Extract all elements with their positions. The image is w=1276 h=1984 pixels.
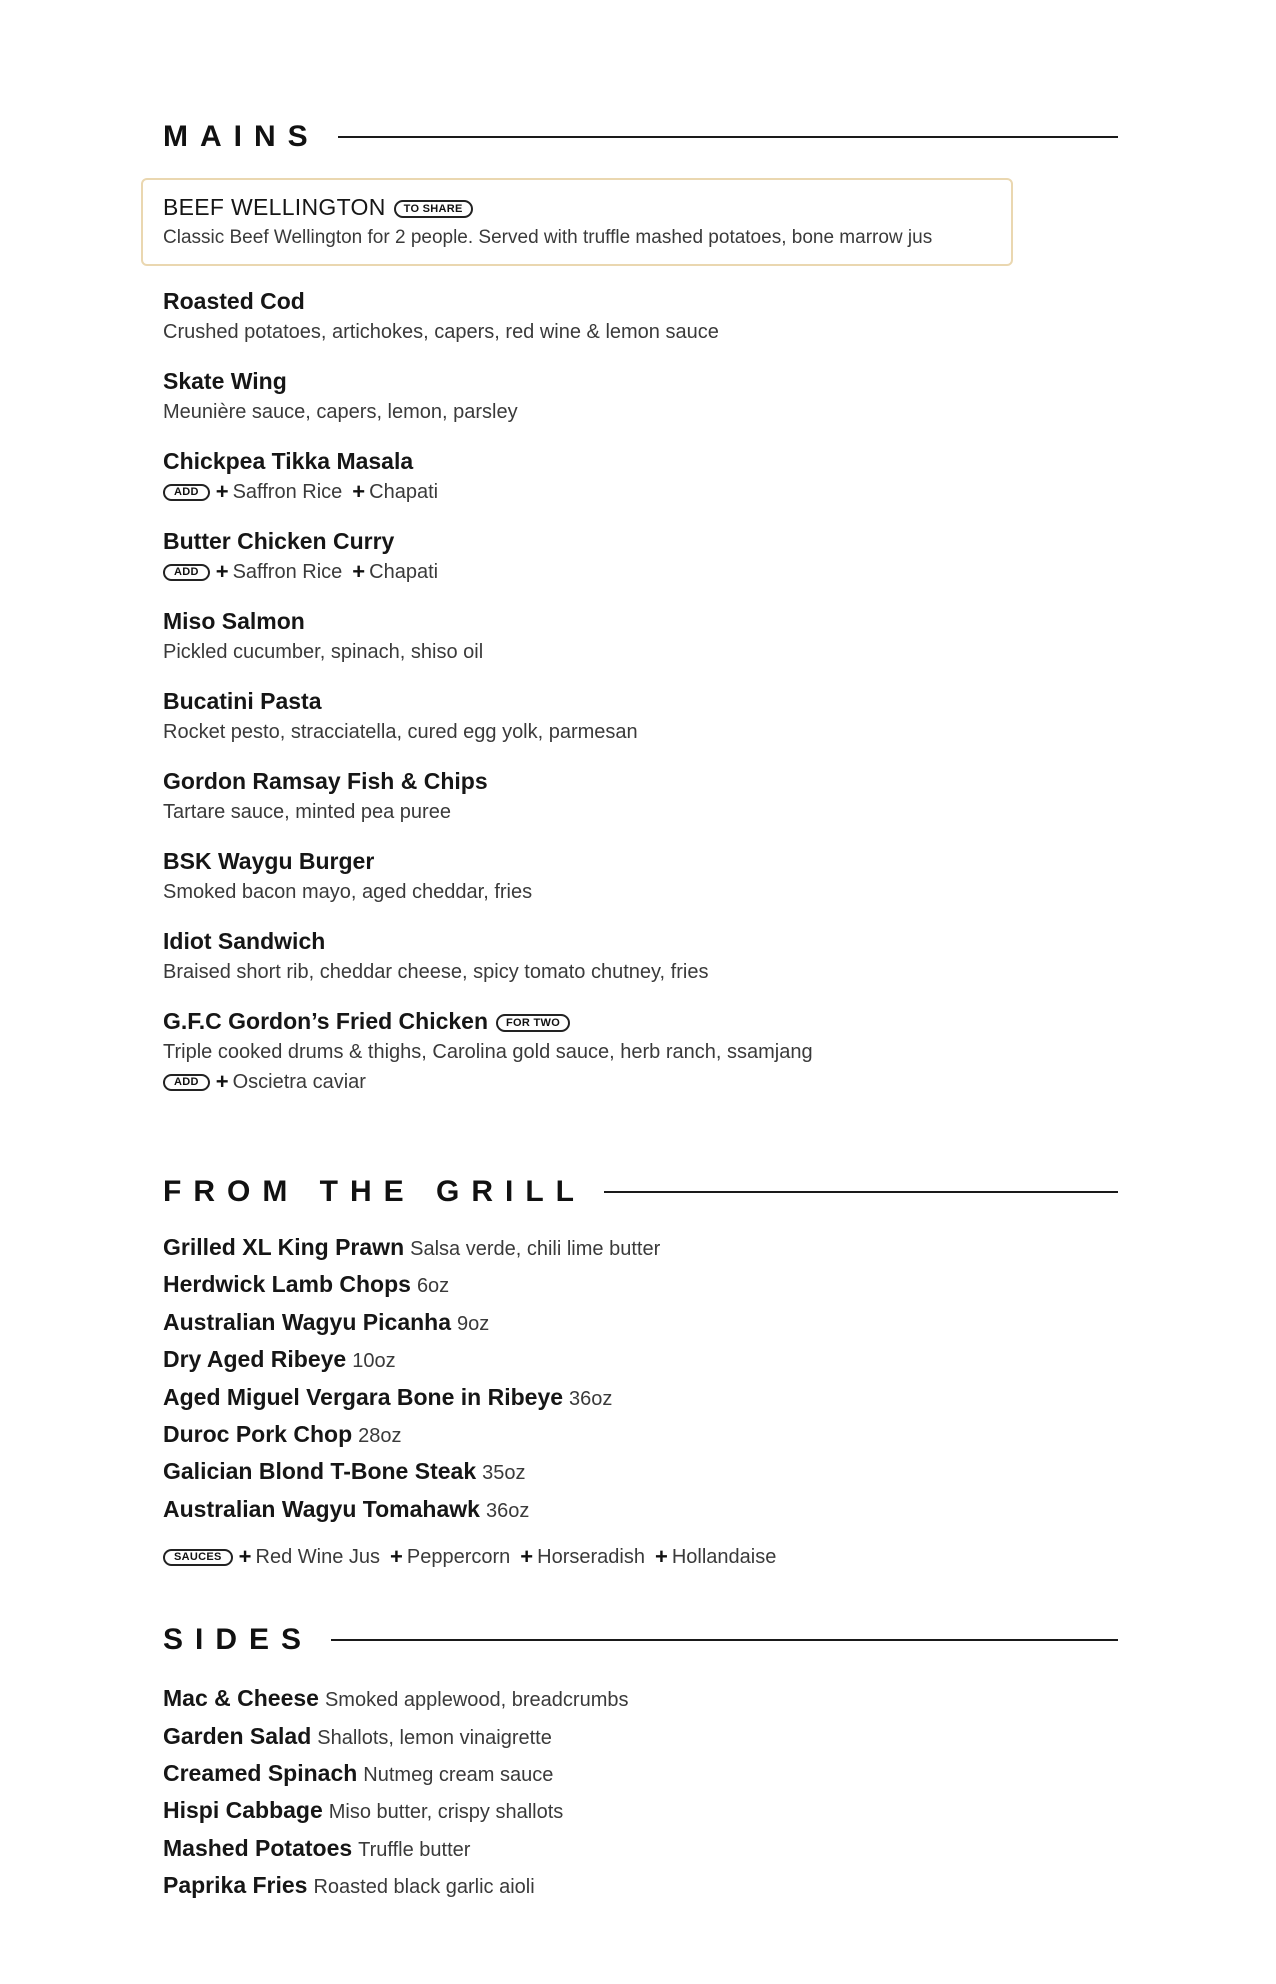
menu-item [163,847,1113,905]
grill-header [163,1177,1118,1207]
addon-label: Chapati [369,561,439,583]
item-description: 36oz [569,1388,613,1410]
item-name: G.F.C Gordon’s Fried Chicken [163,1008,489,1034]
grill-title: FROM THE GRILL [163,1175,586,1208]
menu-item [163,607,1113,665]
plus-icon: + [215,1069,229,1094]
item-description: Nutmeg cream sauce [363,1764,554,1786]
for-two-badge: FOR TWO [496,1014,570,1032]
grill-divider [604,1191,1118,1193]
item-name: Mac & Cheese [163,1685,319,1711]
item-description: Classic Beef Wellington for 2 people. Served with truffle mashed potatoes, bone marrow jus [163,227,933,248]
item-name: Duroc Pork Chop [163,1421,353,1447]
plus-icon: + [352,479,366,504]
item-description: Braised short rib, cheddar cheese, spicy tomato chutney, fries [163,961,709,983]
item-name: Hispi Cabbage [163,1797,323,1823]
menu-item [163,927,1113,985]
item-description: 36oz [485,1500,530,1522]
to-share-badge: TO SHARE [394,200,473,218]
sauce-label: Hollandaise [671,1546,777,1568]
item-description: Rocket pesto, stracciatella, cured egg yolk, parmesan [163,721,638,743]
plus-icon: + [654,1544,668,1569]
addons-row [163,479,1113,505]
sides-title: SIDES [163,1623,314,1656]
menu-item [163,767,1113,825]
item-description: Roasted black garlic aioli [313,1876,535,1898]
item-description: Salsa verde, chili lime butter [410,1238,661,1260]
item-description: 28oz [358,1425,402,1447]
menu-item [163,1232,1113,1266]
item-name: Galician Blond T-Bone Steak [163,1458,477,1484]
menu-item [163,1344,1113,1378]
addon-label: Saffron Rice [232,561,343,583]
plus-icon: + [520,1544,534,1569]
item-description: 6oz [416,1275,450,1297]
plus-icon: + [390,1544,403,1569]
menu-item [163,1758,1113,1792]
item-description: Smoked applewood, breadcrumbs [324,1689,629,1711]
sides-header [163,1625,1118,1655]
menu-item-beef-wellington [163,193,1113,251]
item-name: Dry Aged Ribeye [163,1346,347,1372]
item-name: Butter Chicken Curry [163,528,395,554]
item-name: Chickpea Tikka Masala [163,448,414,474]
item-description: Pickled cucumber, spinach, shiso oil [163,641,484,663]
menu-item [163,1269,1113,1303]
item-name: Bucatini Pasta [163,688,322,714]
menu-item [163,447,1113,505]
add-badge: ADD [163,484,210,501]
menu-item [163,367,1113,425]
sides-divider [331,1639,1118,1641]
item-name: Australian Wagyu Tomahawk [163,1496,480,1522]
mains-divider [338,136,1118,138]
item-description: Tartare sauce, minted pea puree [163,801,451,823]
item-name: Idiot Sandwich [163,928,326,954]
menu-item [163,1456,1113,1490]
plus-icon: + [215,479,229,504]
item-description: Shallots, lemon vinaigrette [317,1727,552,1749]
sauce-label: Red Wine Jus [255,1546,381,1568]
addons-row [163,559,1113,585]
item-description: 9oz [457,1313,490,1335]
item-name: Paprika Fries [163,1872,308,1898]
item-name: Aged Miguel Vergara Bone in Ribeye [163,1384,564,1410]
menu-item [163,1494,1113,1528]
menu-item [163,1795,1113,1829]
menu-item [163,1833,1113,1867]
item-name: Skate Wing [163,368,287,394]
item-name: BSK Waygu Burger [163,848,375,874]
addon-label: Saffron Rice [232,481,343,503]
menu-item [163,1007,1113,1095]
plus-icon: + [238,1544,252,1569]
item-name: Gordon Ramsay Fish & Chips [163,768,488,794]
item-description: Miso butter, crispy shallots [328,1801,564,1823]
item-name: Roasted Cod [163,288,305,314]
item-description: Smoked bacon mayo, aged cheddar, fries [163,881,533,903]
add-badge: ADD [163,564,210,581]
item-description: Truffle butter [358,1839,471,1861]
item-name: Miso Salmon [163,608,305,634]
sauce-label: Horseradish [537,1546,645,1568]
item-description: Crushed potatoes, artichokes, capers, red wine & lemon sauce [163,321,719,343]
item-description: 35oz [482,1462,526,1484]
item-name: Herdwick Lamb Chops [163,1271,411,1297]
item-name: Creamed Spinach [163,1760,358,1786]
add-badge: ADD [163,1074,210,1091]
item-name: Garden Salad [163,1723,312,1749]
menu-item [163,1721,1113,1755]
sauces-badge: SAUCES [163,1549,233,1566]
sauce-label: Peppercorn [406,1546,511,1568]
item-name: Mashed Potatoes [163,1835,353,1861]
addon-label: Oscietra caviar [232,1071,366,1093]
plus-icon: + [215,559,229,584]
plus-icon: + [352,559,366,584]
menu-item [163,687,1113,745]
menu-item [163,1683,1113,1717]
menu-item [163,1419,1113,1453]
item-name: Grilled XL King Prawn [163,1234,405,1260]
item-description: Triple cooked drums & thighs, Carolina gold sauce, herb ranch, ssamjang [163,1041,813,1063]
item-name: Australian Wagyu Picanha [163,1309,451,1335]
mains-header [163,122,1118,152]
menu-item [163,287,1113,345]
menu-item [163,1870,1113,1904]
addons-row [163,1069,1113,1095]
item-description: Meunière sauce, capers, lemon, parsley [163,401,518,423]
menu-item [163,1382,1113,1416]
menu-item [163,527,1113,585]
item-name: BEEF WELLINGTON [163,194,386,220]
item-description: 10oz [352,1350,396,1372]
addon-label: Chapati [369,481,439,503]
mains-title: MAINS [163,120,320,153]
menu-item [163,1307,1113,1341]
sauces-row [163,1544,1113,1570]
